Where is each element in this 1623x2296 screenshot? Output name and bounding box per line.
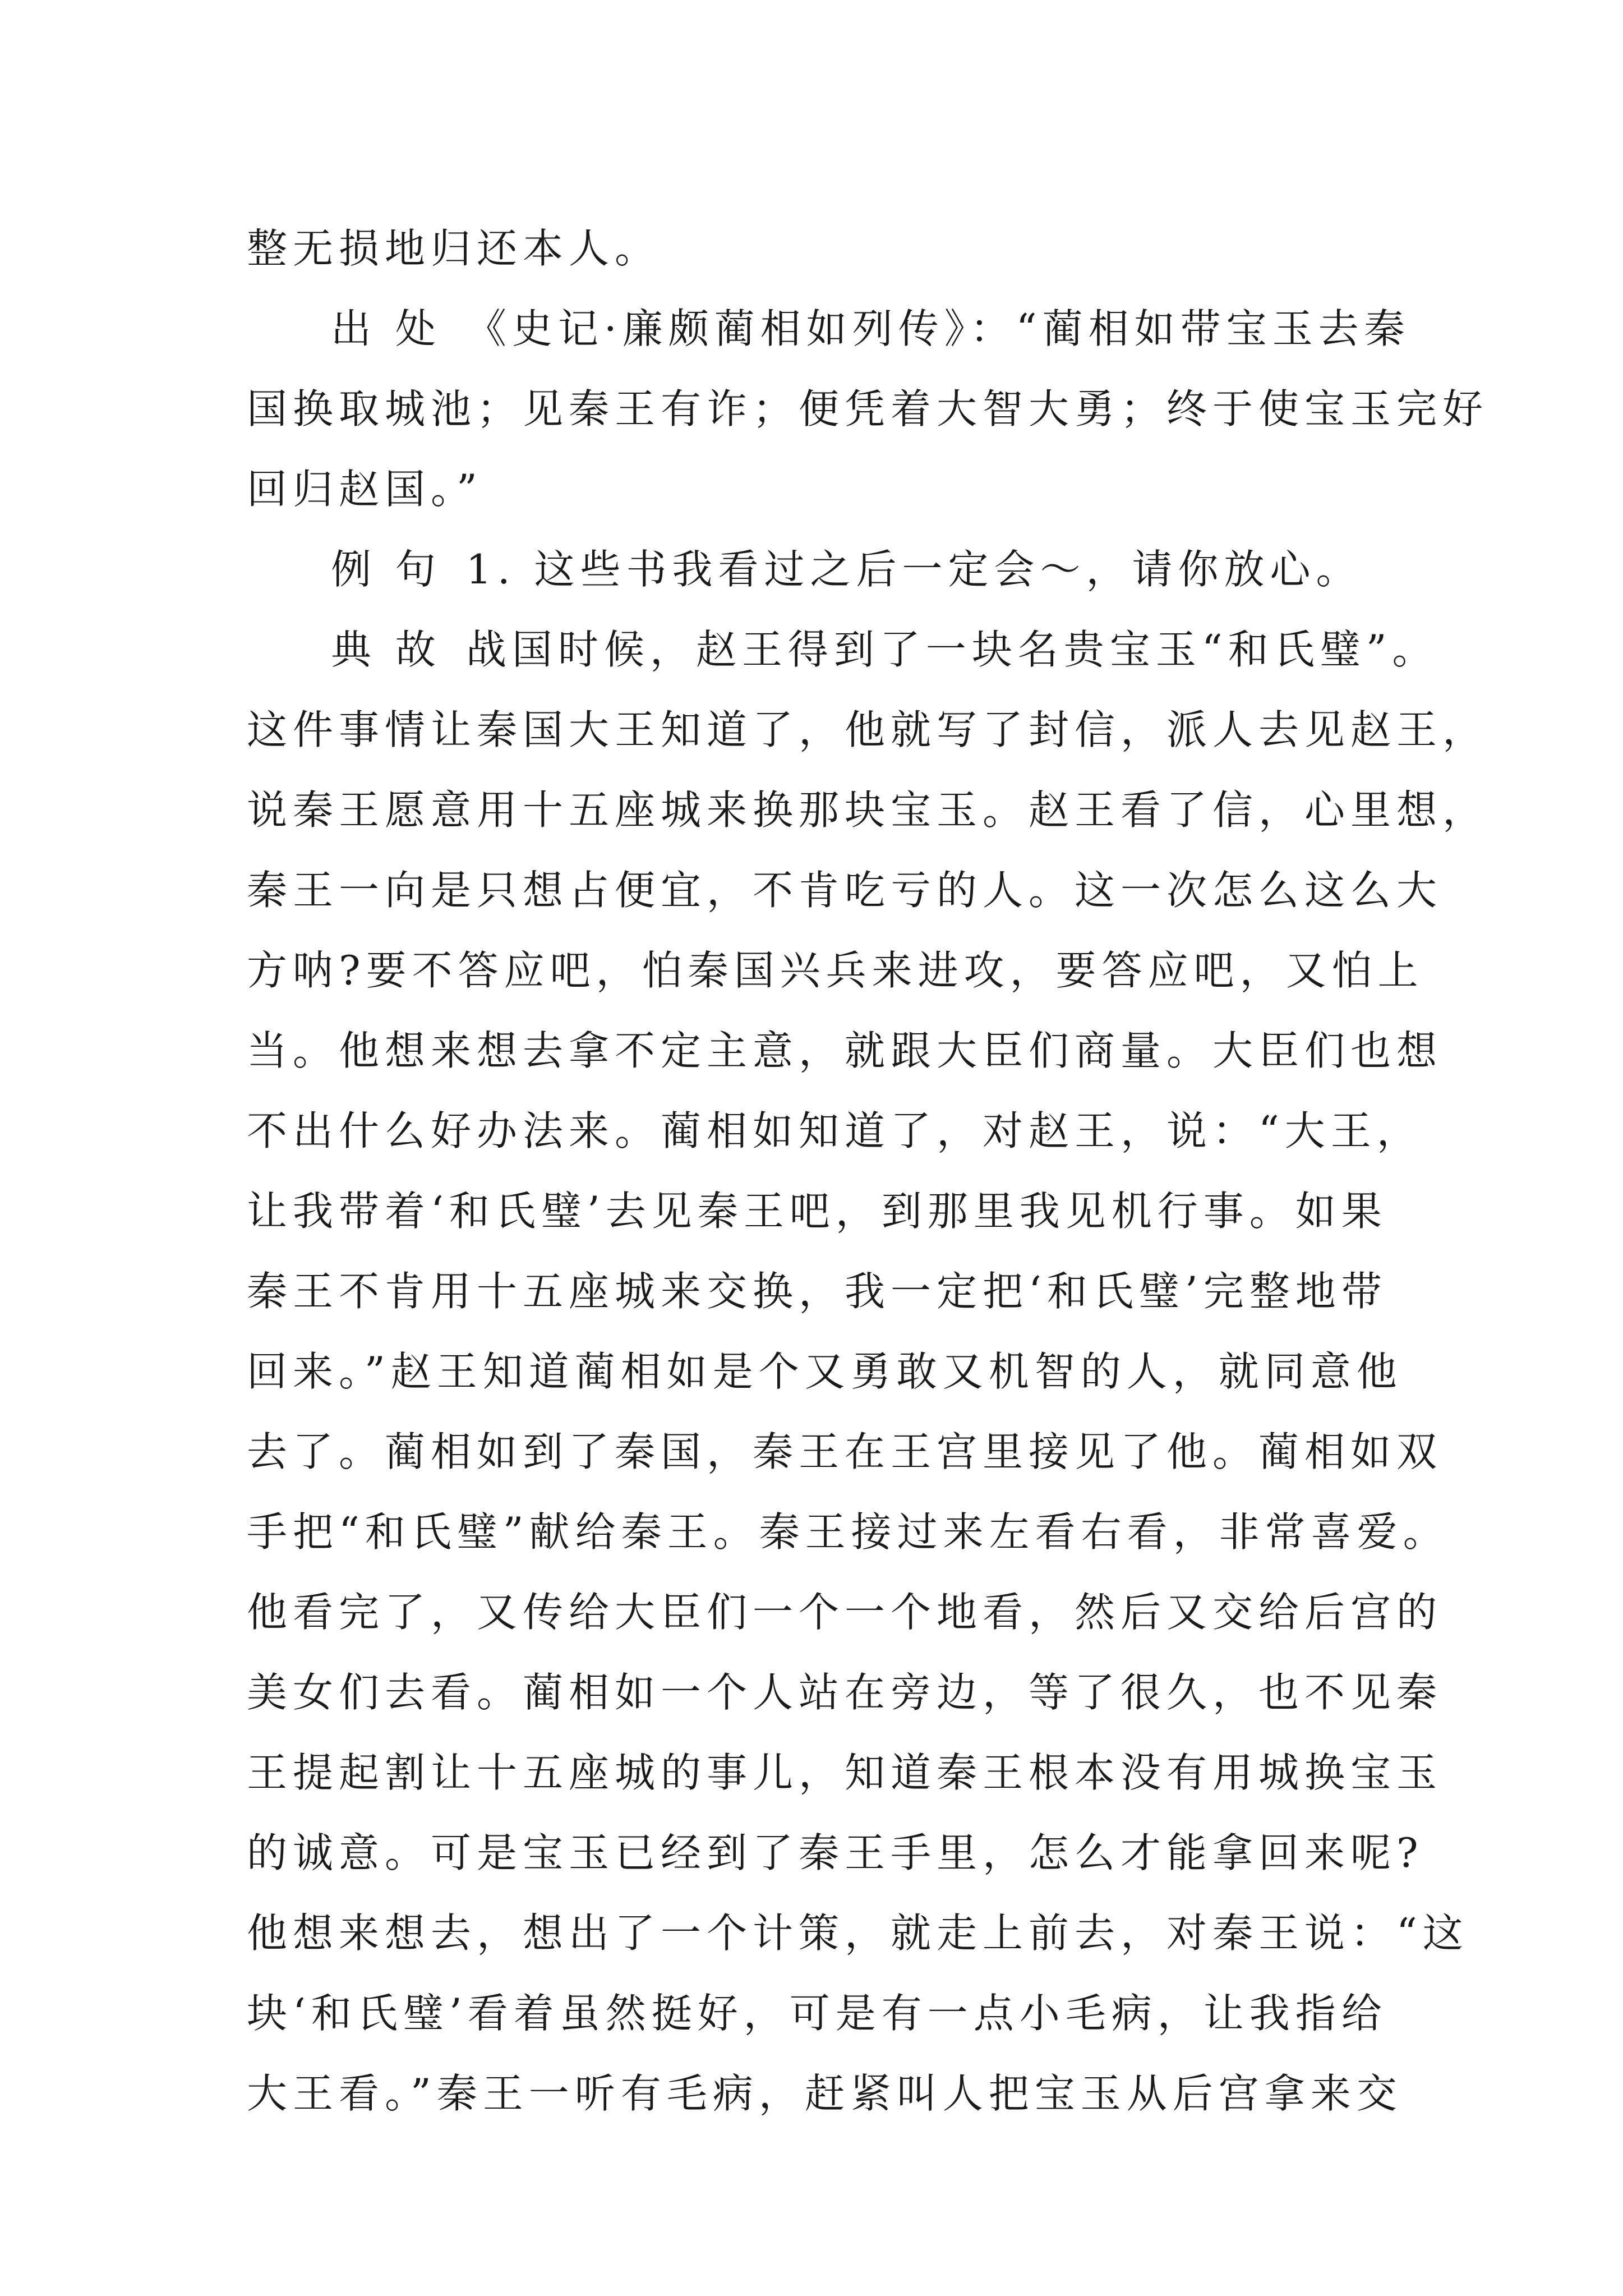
story-line-18: 大王看。”秦王一听有毛病，赶紧叫人把宝玉从后宫拿来交 — [247, 2070, 1403, 2117]
intro-line: 整无损地归还本人。 — [247, 225, 661, 272]
story-line-1: 这件事情让秦国大王知道了，他就写了封信，派人去见赵王， — [247, 706, 1489, 753]
document-body — [247, 209, 1489, 2134]
story-line-6: 不出什么好办法来。蔺相如知道了，对赵王，说：“大王， — [247, 1107, 1423, 1154]
story-line-4: 方呐?要不答应吧，怕秦国兴兵来进攻，要答应吧，又怕上 — [247, 947, 1424, 994]
example-label: 例 句 — [331, 546, 441, 593]
story-line-12: 他看完了，又传给大臣们一个一个地看，然后又交给后宫的 — [247, 1589, 1443, 1636]
story-line-10: 去了。蔺相如到了秦国，秦王在王宫里接见了他。蔺相如双 — [247, 1428, 1443, 1475]
example-line — [247, 530, 1380, 610]
source-label: 出 处 — [331, 305, 441, 352]
source-line-1 — [247, 289, 1410, 369]
story-line-14: 王提起割让十五座城的事儿，知道秦王根本没有用城换宝玉 — [247, 1749, 1443, 1796]
story-line-13: 美女们去看。蔺相如一个人站在旁边，等了很久，也不见秦 — [247, 1669, 1443, 1716]
story-line-11: 手把“和氏璧”献给秦王。秦王接过来左看右看，非常喜爱。 — [247, 1508, 1449, 1556]
source-line-3: 回归赵国。” — [247, 466, 483, 513]
story-line-8: 秦王不肯用十五座城来交换，我一定把‘和氏璧’完整地带 — [247, 1268, 1387, 1315]
story-line-2: 说秦王愿意用十五座城来换那块宝玉。赵王看了信，心里想， — [247, 786, 1489, 834]
story-line-16: 他想来想去，想出了一个计策，就走上前去，对秦王说：“这 — [247, 1910, 1469, 1957]
source-line-2: 国换取城池；见秦王有诈；便凭着大智大勇；终于使宝玉完好 — [247, 385, 1489, 432]
story-line-7: 让我带着‘和氏璧’去见秦王吧，到那里我见机行事。如果 — [247, 1188, 1387, 1235]
story-label: 典 故 — [331, 626, 441, 673]
example-text: 1. 这些书我看过之后一定会～，请你放心。 — [465, 546, 1362, 593]
story-line-17: 块‘和氏璧’看着虽然挺好，可是有一点小毛病，让我指给 — [247, 1990, 1387, 2037]
story-line-9: 回来。”赵王知道蔺相如是个又勇敢又机智的人，就同意他 — [247, 1348, 1403, 1395]
story-text-0: 战国时候，赵王得到了一块名贵宝玉“和氏璧”。 — [465, 626, 1438, 673]
source-text-1: 《史记·廉颇蔺相如列传》：“蔺相如带宝玉去秦 — [465, 305, 1410, 352]
story-line-5: 当。他想来想去拿不定主意，就跟大臣们商量。大臣们也想 — [247, 1027, 1443, 1074]
story-line-0 — [247, 610, 1438, 690]
story-line-3: 秦王一向是只想占便宜，不肯吃亏的人。这一次怎么这么大 — [247, 867, 1443, 914]
story-line-15: 的诚意。可是宝玉已经到了秦王手里，怎么才能拿回来呢? — [247, 1829, 1424, 1876]
